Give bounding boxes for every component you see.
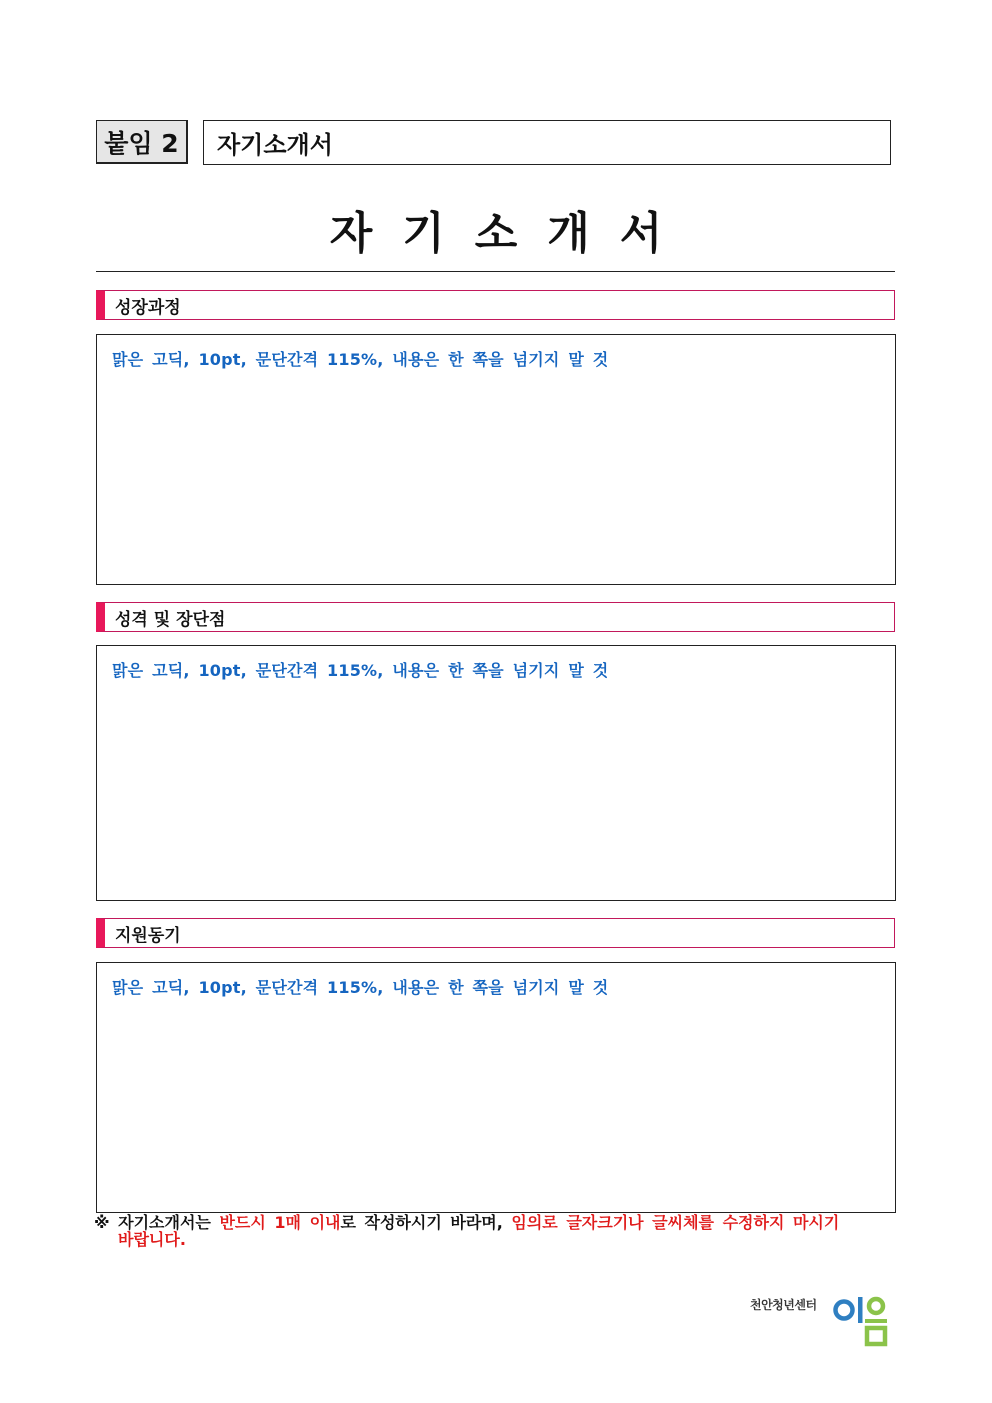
section-heading-personality: 성격 및 장단점 bbox=[96, 602, 895, 632]
reference-mark: ※ bbox=[94, 1213, 110, 1232]
attachment-label: 붙임 2 bbox=[96, 120, 188, 164]
org-name: 천안청년센터 bbox=[750, 1298, 817, 1312]
footnote-emphasis: 바랍니다. bbox=[118, 1230, 186, 1249]
footnote-text: 로 작성하시기 바라며, bbox=[340, 1213, 503, 1232]
instruction-text: 맑은 고딕, 10pt, 문단간격 115%, 내용은 한 쪽을 넘기지 말 것 bbox=[112, 350, 609, 369]
title-divider bbox=[96, 271, 895, 272]
text-area-motivation[interactable] bbox=[96, 962, 896, 1213]
document-label: 자기소개서 bbox=[203, 120, 891, 165]
section-heading-motivation: 지원동기 bbox=[96, 918, 895, 948]
footnote-emphasis: 임의로 글자크기나 글씨체를 수정하지 마시기 bbox=[511, 1213, 840, 1232]
text-area-personality[interactable] bbox=[96, 645, 896, 901]
ieum-logo-icon bbox=[832, 1294, 890, 1350]
footnote-emphasis: 반드시 1매 이내 bbox=[219, 1213, 341, 1232]
instruction-text: 맑은 고딕, 10pt, 문단간격 115%, 내용은 한 쪽을 넘기지 말 것 bbox=[112, 661, 609, 680]
text-area-growth[interactable] bbox=[96, 334, 896, 585]
page-title: 자기소개서 bbox=[329, 208, 693, 259]
section-heading-growth: 성장과정 bbox=[96, 290, 895, 320]
footnote-text: 자기소개서는 bbox=[118, 1213, 211, 1232]
footnote bbox=[94, 1214, 896, 1248]
instruction-text: 맑은 고딕, 10pt, 문단간격 115%, 내용은 한 쪽을 넘기지 말 것 bbox=[112, 978, 609, 997]
attachment-header bbox=[96, 120, 892, 166]
center-logo bbox=[750, 1290, 890, 1350]
